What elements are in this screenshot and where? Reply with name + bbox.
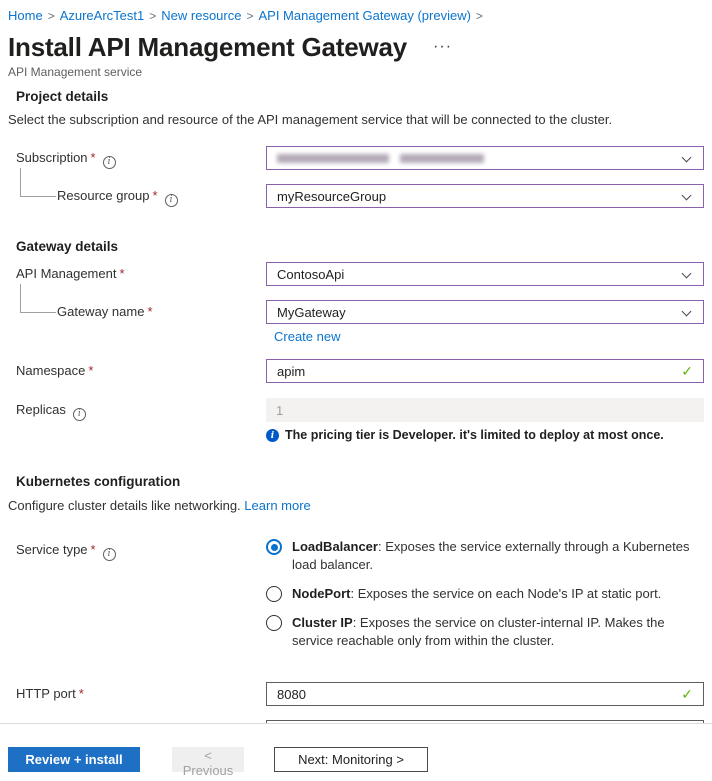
radio-unselected-icon bbox=[266, 586, 282, 602]
info-icon[interactable] bbox=[165, 194, 178, 207]
kubernetes-configuration-heading: Kubernetes configuration bbox=[16, 474, 181, 489]
http-port-value: 8080 bbox=[277, 686, 306, 702]
chevron-down-icon bbox=[682, 153, 692, 163]
previous-button[interactable]: < Previous bbox=[172, 747, 244, 772]
api-management-label: API Management bbox=[16, 266, 117, 281]
api-management-dropdown[interactable] bbox=[266, 262, 704, 286]
breadcrumb bbox=[8, 8, 704, 24]
breadcrumb-home[interactable]: Home bbox=[8, 8, 43, 23]
namespace-row bbox=[8, 359, 704, 383]
subscription-redacted-value bbox=[400, 154, 484, 163]
next-monitoring-button[interactable]: Next: Monitoring > bbox=[274, 747, 428, 772]
footer-action-bar bbox=[0, 723, 712, 781]
subscription-dropdown[interactable] bbox=[266, 146, 704, 170]
chevron-down-icon bbox=[682, 269, 692, 279]
radio-loadbalancer-description: : Exposes the service externally through a Kubernetes load balancer. bbox=[292, 539, 690, 572]
http-port-input[interactable] bbox=[266, 682, 704, 706]
create-new-link[interactable]: Create new bbox=[274, 329, 341, 344]
required-asterisk: * bbox=[119, 266, 125, 281]
tree-connector bbox=[20, 168, 56, 197]
subscription-redacted-value bbox=[277, 154, 389, 163]
breadcrumb-separator-icon: > bbox=[47, 9, 55, 23]
required-asterisk: * bbox=[78, 686, 84, 701]
breadcrumb-separator-icon: > bbox=[475, 9, 483, 23]
info-icon[interactable] bbox=[73, 408, 86, 421]
radio-loadbalancer-name: LoadBalancer bbox=[292, 539, 378, 554]
radio-loadbalancer[interactable] bbox=[266, 538, 704, 574]
api-management-value: ContosoApi bbox=[277, 266, 345, 282]
radio-cluster-ip-name: Cluster IP bbox=[292, 615, 353, 630]
required-asterisk: * bbox=[88, 363, 94, 378]
resource-group-dropdown[interactable] bbox=[266, 184, 704, 208]
required-asterisk: * bbox=[147, 304, 153, 319]
replicas-info-message bbox=[266, 428, 704, 442]
info-icon[interactable] bbox=[103, 548, 116, 561]
tree-connector bbox=[20, 284, 56, 313]
breadcrumb-separator-icon: > bbox=[246, 9, 254, 23]
resource-group-value: myResourceGroup bbox=[277, 188, 387, 204]
resource-group-label: Resource group bbox=[57, 188, 150, 203]
info-icon[interactable] bbox=[103, 156, 116, 169]
breadcrumb-new-resource[interactable]: New resource bbox=[161, 8, 242, 23]
kubernetes-description-text: Configure cluster details like networking. bbox=[8, 498, 241, 513]
radio-cluster-ip[interactable] bbox=[266, 614, 704, 650]
subscription-label: Subscription bbox=[16, 150, 88, 165]
valid-checkmark-icon: ✓ bbox=[681, 363, 693, 379]
kubernetes-configuration-description bbox=[8, 498, 704, 513]
service-type-row bbox=[8, 538, 704, 661]
api-management-row bbox=[8, 262, 704, 286]
gateway-name-row bbox=[8, 300, 704, 324]
gateway-name-label: Gateway name bbox=[57, 304, 145, 319]
chevron-down-icon bbox=[682, 307, 692, 317]
valid-checkmark-icon: ✓ bbox=[681, 686, 693, 702]
project-details-description: Select the subscription and resource of the API management service that will be connected to the cluster. bbox=[8, 112, 613, 127]
info-filled-icon bbox=[266, 429, 279, 442]
radio-nodeport[interactable] bbox=[266, 585, 704, 603]
replicas-input-disabled bbox=[266, 398, 704, 422]
review-install-button[interactable]: Review + install bbox=[8, 747, 140, 772]
required-asterisk: * bbox=[152, 188, 158, 203]
required-asterisk: * bbox=[90, 150, 96, 165]
radio-cluster-ip-description: : Exposes the service on cluster-internal IP. Makes the service reachable only from within the cluster. bbox=[292, 615, 665, 648]
more-actions-icon[interactable]: ··· bbox=[433, 38, 453, 55]
namespace-label: Namespace bbox=[16, 363, 86, 378]
required-asterisk: * bbox=[90, 542, 96, 557]
service-type-radio-group bbox=[266, 538, 704, 661]
chevron-down-icon bbox=[682, 191, 692, 201]
breadcrumb-separator-icon: > bbox=[149, 9, 157, 23]
project-details-heading: Project details bbox=[16, 89, 109, 104]
breadcrumb-apim-gateway-preview[interactable]: API Management Gateway (preview) bbox=[258, 8, 471, 23]
replicas-info-text: The pricing tier is Developer. it's limited to deploy at most once. bbox=[285, 428, 664, 442]
gateway-details-heading: Gateway details bbox=[16, 239, 119, 254]
replicas-row bbox=[8, 398, 704, 442]
namespace-input[interactable] bbox=[266, 359, 704, 383]
radio-selected-icon bbox=[266, 539, 282, 555]
http-port-label: HTTP port bbox=[16, 686, 76, 701]
learn-more-link[interactable]: Learn more bbox=[244, 498, 311, 513]
replicas-value: 1 bbox=[276, 402, 284, 418]
breadcrumb-azurearctest1[interactable]: AzureArcTest1 bbox=[59, 8, 145, 23]
radio-nodeport-name: NodePort bbox=[292, 586, 351, 601]
subscription-row bbox=[8, 146, 704, 170]
gateway-name-value: MyGateway bbox=[277, 304, 346, 320]
service-type-label: Service type bbox=[16, 542, 88, 557]
page-subtitle: API Management service bbox=[8, 65, 143, 79]
namespace-value: apim bbox=[277, 363, 306, 379]
replicas-label: Replicas bbox=[16, 402, 66, 417]
page-title: Install API Management Gateway bbox=[8, 32, 408, 62]
gateway-name-dropdown[interactable] bbox=[266, 300, 704, 324]
radio-nodeport-description: : Exposes the service on each Node's IP at static port. bbox=[350, 586, 662, 601]
resource-group-row bbox=[8, 184, 704, 208]
radio-unselected-icon bbox=[266, 615, 282, 631]
http-port-row bbox=[8, 682, 704, 706]
